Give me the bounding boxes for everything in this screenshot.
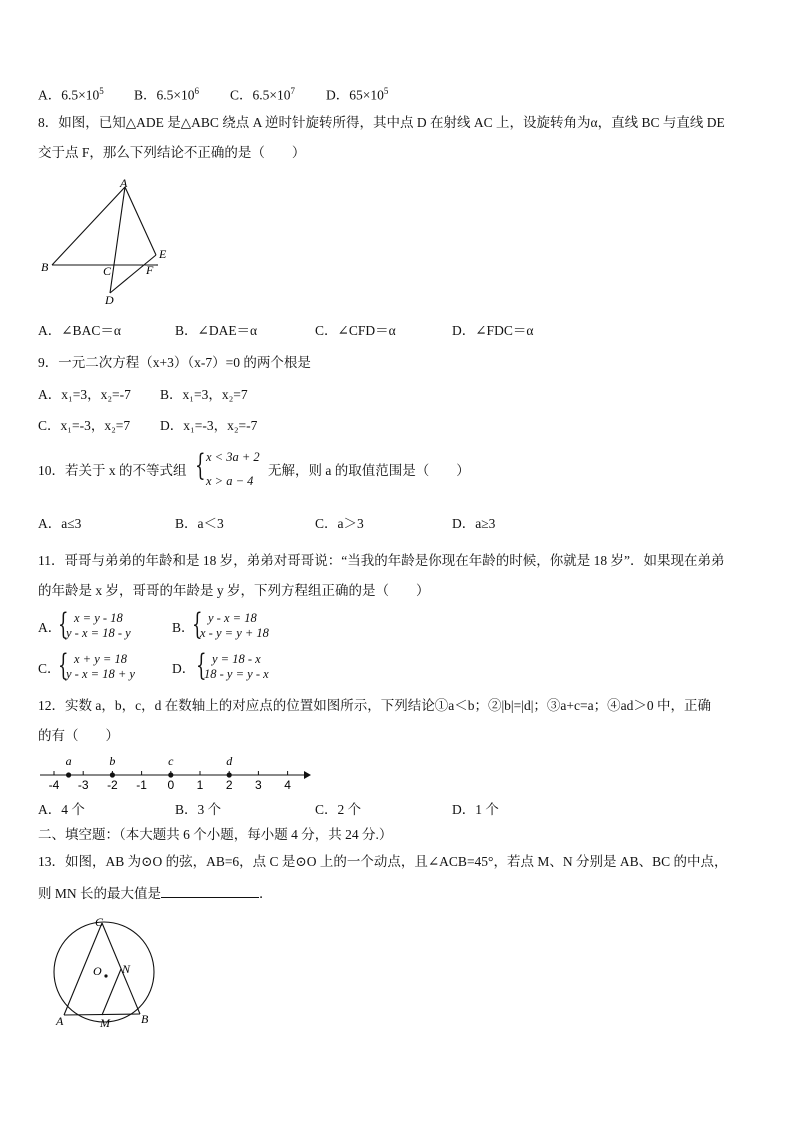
q8-stem-line1: 8．如图，已知△ADE 是△ABC 绕点 A 逆时针旋转所得，其中点 D 在射线 AC 上，设旋转角为α，直线 BC 与直线 DE xyxy=(38,115,725,130)
q9-option-a: A．x₁=3，x₂=-7 xyxy=(38,387,131,402)
q11-option-d-brace: { xyxy=(196,648,207,683)
q13-label-c: C xyxy=(95,915,104,929)
q11-option-a-brace: { xyxy=(58,607,69,642)
q10-brace: { xyxy=(195,448,206,483)
q11-option-a-label: A． xyxy=(38,620,62,635)
q11-option-b-eq2: x - y = y + 18 xyxy=(200,626,269,640)
number-line-point-label-d: d xyxy=(226,754,233,768)
q11-option-b-label: B． xyxy=(172,620,195,635)
q11-option-d-eq1: y = 18 - x xyxy=(212,652,261,666)
number-line-tick-label: -4 xyxy=(48,778,60,792)
number-line-point-label-a: a xyxy=(65,754,72,768)
q8-label-d: D xyxy=(105,293,114,307)
q8-option-c: C．∠CFD＝α xyxy=(315,323,396,338)
q7-option-c: C．$6.5\times 10^7$ xyxy=(230,86,295,103)
q10-option-a: A．a≤3 xyxy=(38,516,82,531)
q11-option-c-eq1: x + y = 18 xyxy=(74,652,127,666)
q11-option-b-brace: { xyxy=(192,607,203,642)
q10-option-d: D．a≥3 xyxy=(452,516,496,531)
number-line-point-c xyxy=(168,772,173,777)
q10-inequality-2: x > a − 4 xyxy=(206,474,254,488)
q8-label-e: E xyxy=(159,247,167,261)
q13-label-b: B xyxy=(141,1012,149,1026)
q10-option-c: C．a＞3 xyxy=(315,516,364,531)
number-line-point-d xyxy=(227,772,232,777)
q11-option-d-eq2: 18 - y = y - x xyxy=(204,667,269,681)
q13-label-a: A xyxy=(56,1014,64,1028)
number-line-point-label-b: b xyxy=(109,754,116,768)
q13-label-n: N xyxy=(122,962,131,976)
section-2-heading: 二、填空题：（本大题共 6 个小题，每小题 4 分，共 24 分.） xyxy=(38,827,393,842)
q12-option-a: A．4 个 xyxy=(38,802,85,817)
number-line-point-a xyxy=(66,772,71,777)
q8-label-b: B xyxy=(41,260,49,274)
number-line-tick-label: 1 xyxy=(196,778,204,792)
q7-option-d: D．$65\times 10^5$ xyxy=(326,86,389,103)
q8-option-b: B．∠DAE＝α xyxy=(175,323,258,338)
q12-stem-line2: 的有（ ） xyxy=(38,728,119,743)
q9-option-d: D．x₁=-3，x₂=-7 xyxy=(160,418,258,433)
q13-circle-figure xyxy=(50,915,165,1035)
q10-inequality-1: x < 3a + 2 xyxy=(206,450,260,464)
number-line-arrow-icon xyxy=(304,771,311,779)
q10-option-b: B．a＜3 xyxy=(175,516,224,531)
q12-option-d: D．1 个 xyxy=(452,802,499,817)
q11-option-a-eq1: x = y - 18 xyxy=(74,611,123,625)
q12-option-b: B．3 个 xyxy=(175,802,222,817)
number-line-point-label-c: c xyxy=(168,754,174,768)
q10-stem-suffix: 无解，则 a 的取值范围是（ ） xyxy=(268,463,470,478)
q11-option-d-label: D． xyxy=(172,661,196,676)
q7-option-b: B．$6.5\times 10^6$ xyxy=(134,86,199,103)
q13-stem-line1: 13．如图，AB 为⊙O 的弦，AB=6，点 C 是⊙O 上的一个动点，且∠ACB=45°，若点 M、N 分别是 AB、BC 的中点， xyxy=(38,854,728,869)
number-line-tick-label: 0 xyxy=(167,778,175,792)
q8-stem-line2: 交于点 F，那么下列结论不正确的是（ ） xyxy=(38,145,306,160)
number-line-tick-label: -2 xyxy=(107,778,118,792)
q8-label-f: F xyxy=(146,263,154,277)
q12-option-c: C．2 个 xyxy=(315,802,362,817)
q11-option-c-label: C． xyxy=(38,661,61,676)
q11-option-c-brace: { xyxy=(58,648,69,683)
q8-option-d: D．∠FDC＝α xyxy=(452,323,534,338)
center-point xyxy=(104,974,107,977)
q10-stem-prefix: 10．若关于 x 的不等式组 xyxy=(38,463,187,478)
q11-option-b-eq1: y - x = 18 xyxy=(208,611,257,625)
q11-stem-line2: 的年龄是 x 岁，哥哥的年龄是 y 岁，下列方程组正确的是（ ） xyxy=(38,583,430,598)
q12-number-line xyxy=(36,750,311,792)
number-line-tick-label: -1 xyxy=(136,778,147,792)
number-line-tick-label: 4 xyxy=(284,778,291,792)
q13-answer-blank xyxy=(161,885,259,898)
q13-stem-line2: 则 MN 长的最大值是 ． xyxy=(38,886,273,901)
q13-label-m: M xyxy=(100,1016,110,1030)
q9-stem: 9．一元二次方程（x+3）（x-7）=0 的两个根是 xyxy=(38,355,311,370)
q9-option-c: C．x₁=-3，x₂=7 xyxy=(38,418,131,433)
q8-option-a: A．∠BAC＝α xyxy=(38,323,121,338)
number-line-tick-label: 3 xyxy=(255,778,262,792)
q8-label-a: A xyxy=(120,176,128,190)
q8-label-c: C xyxy=(103,264,112,278)
circle-o xyxy=(54,922,154,1022)
q9-option-b: B．x₁=3，x₂=7 xyxy=(160,387,248,402)
q12-stem-line1: 12．实数 a，b，c，d 在数轴上的对应点的位置如图所示，下列结论①a＜b；②|b|=|d|；③a+c=a；④ad＞0 中，正确 xyxy=(38,698,711,713)
q8-triangle-figure xyxy=(36,175,176,310)
q11-stem-line1: 11．哥哥与弟弟的年龄和是 18 岁，弟弟对哥哥说：“当我的年龄是你现在年龄的时候，你就是 18 岁”．如果现在弟弟 xyxy=(38,553,725,568)
number-line-tick-label: 2 xyxy=(225,778,233,792)
q11-option-c-eq2: y - x = 18 + y xyxy=(66,667,135,681)
q7-option-a: A．$6.5\times 10^5$ xyxy=(38,86,104,103)
number-line-tick-label: -3 xyxy=(77,778,89,792)
q13-label-o: O xyxy=(93,964,102,978)
q11-option-a-eq2: y - x = 18 - y xyxy=(66,626,131,640)
number-line-point-b xyxy=(110,772,115,777)
